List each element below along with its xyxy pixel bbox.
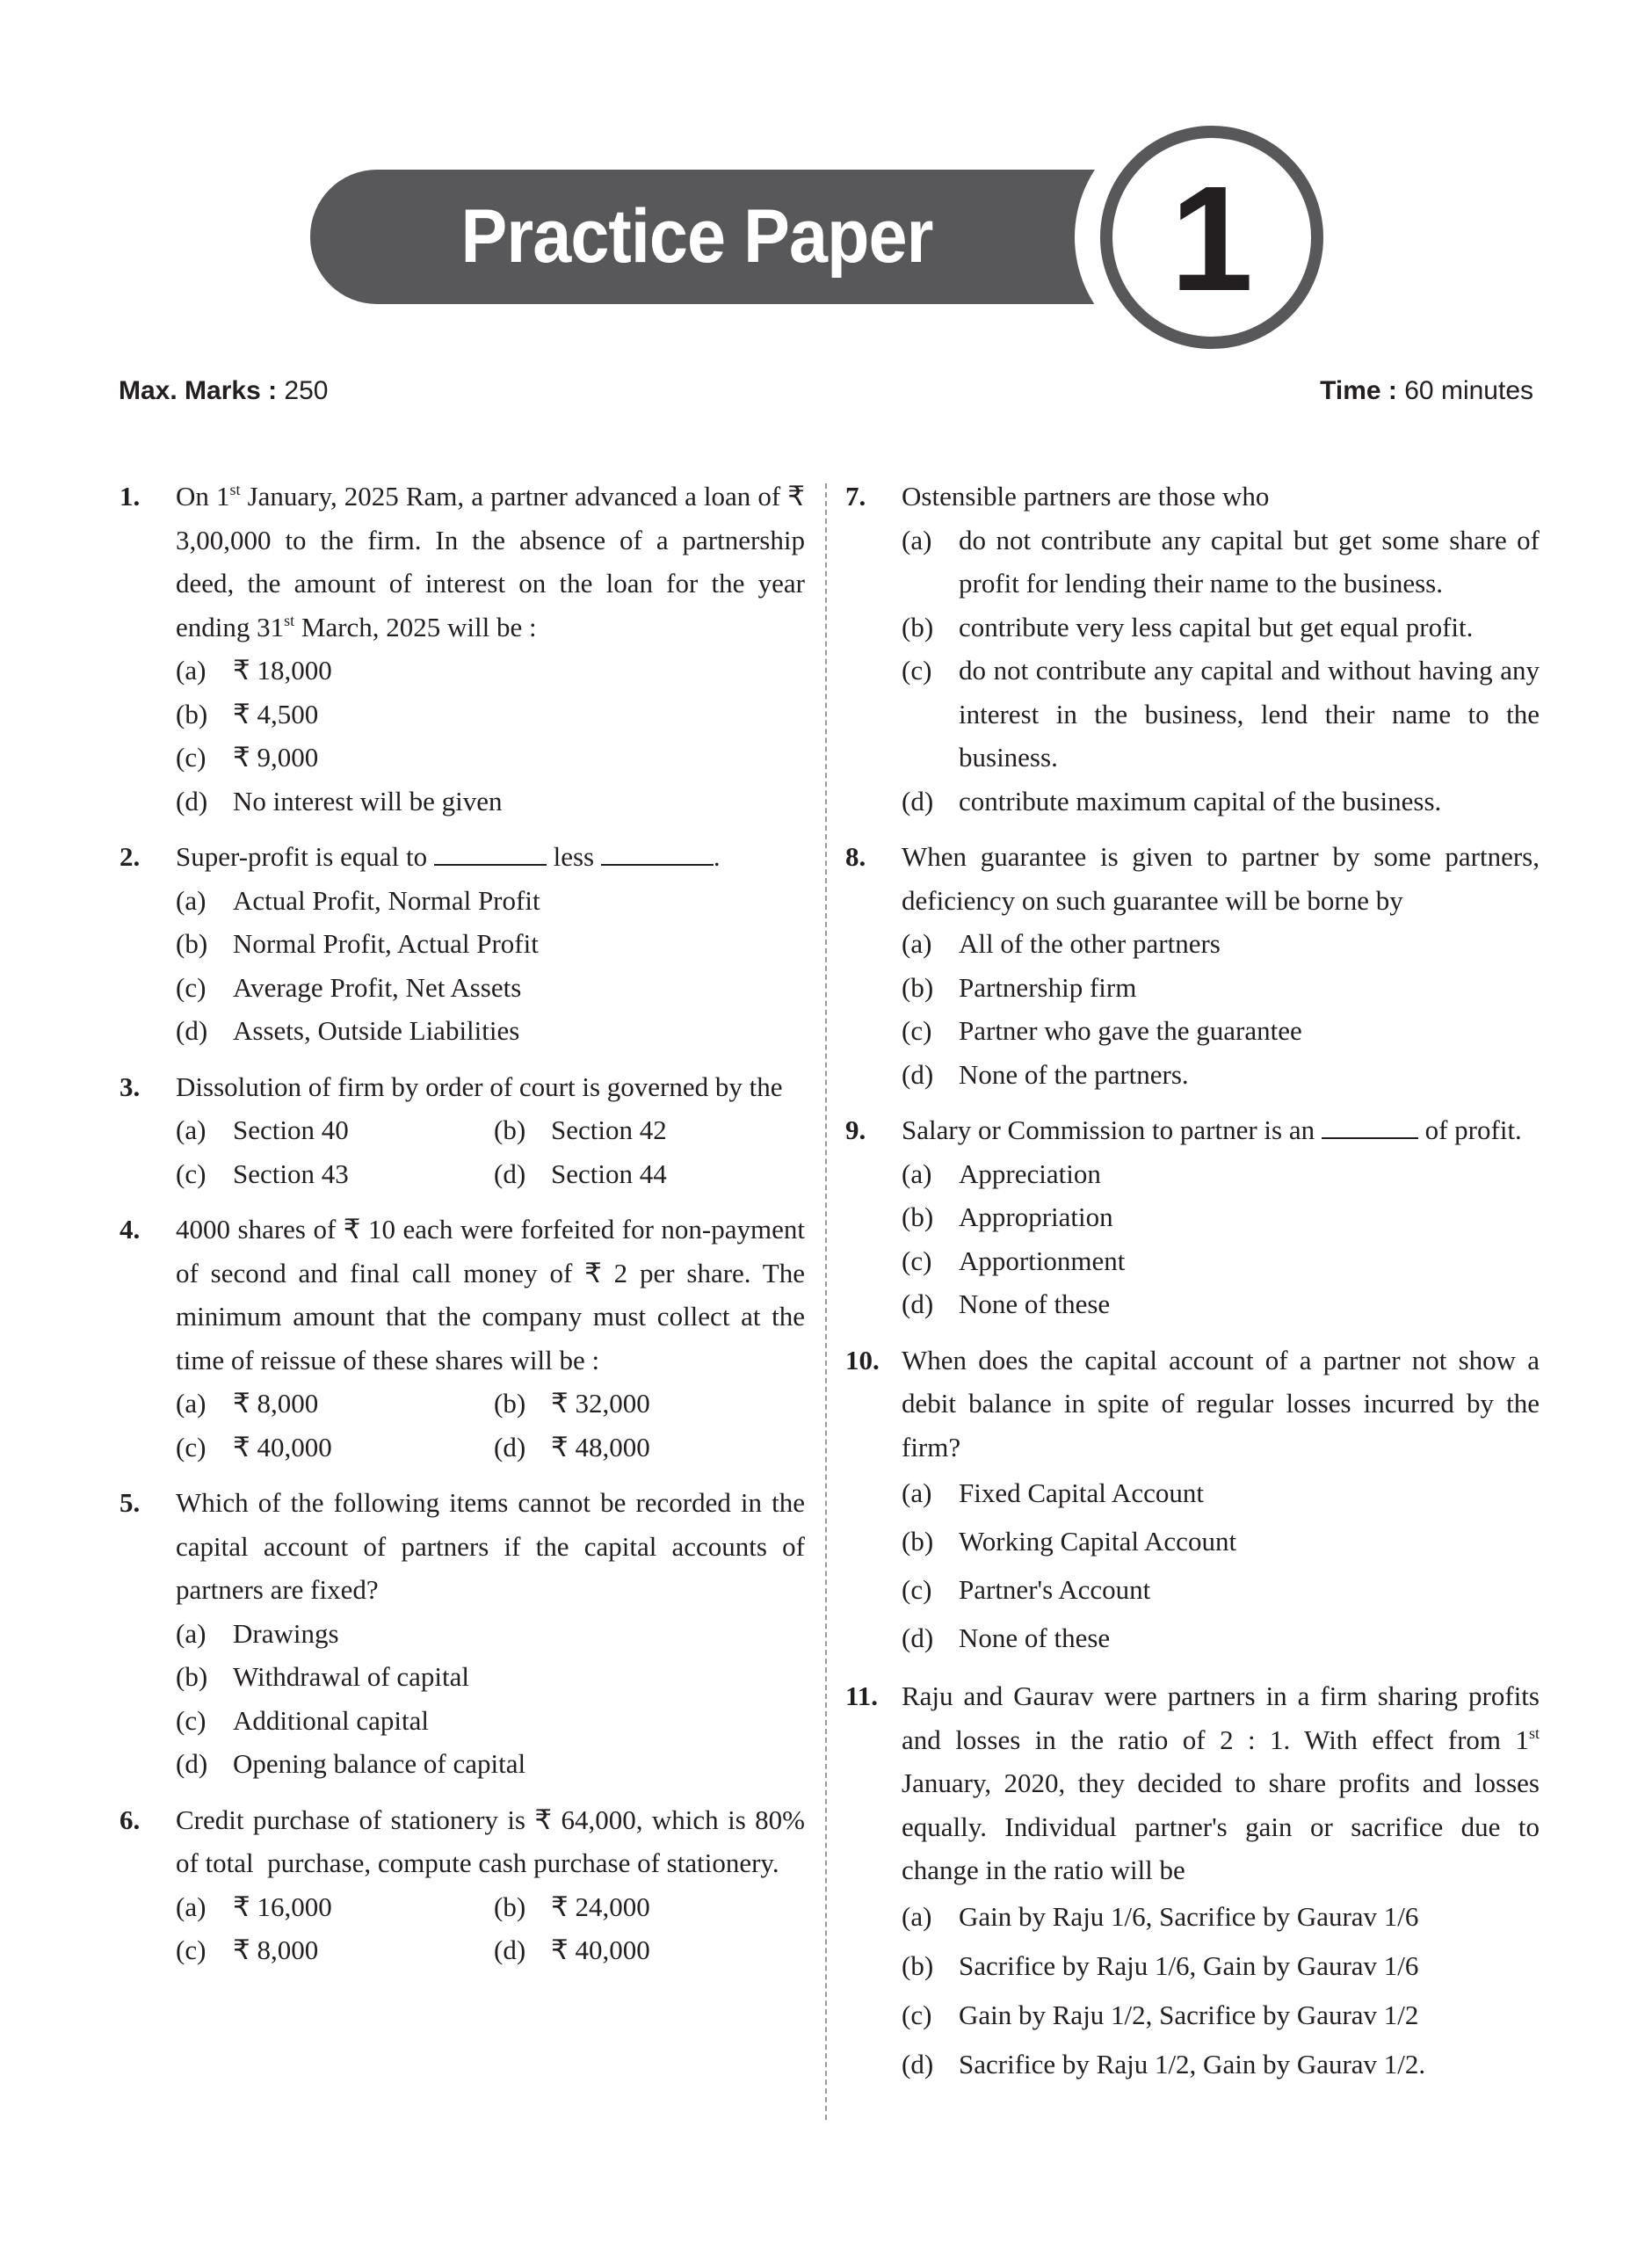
option-d[interactable] xyxy=(902,780,1540,824)
question-9 xyxy=(845,1108,1540,1326)
time-label: Time : xyxy=(1320,376,1397,405)
option-text: ₹ 48,000 xyxy=(551,1431,650,1462)
question-text: When guarantee is given to partner by some partners, deficiency on such guarantee will be borne by xyxy=(902,841,1540,916)
option-text: All of the other partners xyxy=(959,928,1221,959)
question-number: 8. xyxy=(845,841,866,872)
option-text: Withdrawal of capital xyxy=(233,1661,470,1692)
text-part: of profit. xyxy=(1417,1114,1522,1145)
question-number: 7. xyxy=(845,481,866,512)
option-c[interactable] xyxy=(902,1239,1540,1283)
option-a[interactable] xyxy=(176,1612,805,1656)
superscript: st xyxy=(1528,1724,1540,1742)
option-a[interactable] xyxy=(176,1885,494,1929)
options-list xyxy=(176,649,805,823)
option-label: (c) xyxy=(176,1431,206,1462)
question-3 xyxy=(120,1065,805,1196)
option-label: (b) xyxy=(176,1661,208,1692)
option-label: (b) xyxy=(902,1526,934,1557)
option-text: None of these xyxy=(959,1622,1111,1653)
option-b[interactable] xyxy=(902,1195,1540,1239)
option-label: (a) xyxy=(902,1158,932,1189)
option-text: No interest will be given xyxy=(233,785,503,817)
option-b[interactable] xyxy=(902,1517,1540,1565)
option-label: (c) xyxy=(902,1015,932,1046)
paper-number-badge xyxy=(1100,126,1323,349)
options-grid xyxy=(176,1108,805,1195)
option-b[interactable] xyxy=(902,606,1540,650)
option-text: do not contribute any capital and without having any interest in the business, lend their name to the business. xyxy=(959,655,1540,773)
option-label: (b) xyxy=(902,611,934,642)
option-a[interactable] xyxy=(176,649,805,693)
option-label: (c) xyxy=(176,1158,206,1189)
option-label: (d) xyxy=(902,2048,934,2079)
option-text: Section 43 xyxy=(233,1158,349,1189)
question-text: Which of the following items cannot be recorded in the capital account of partners if the capital accounts of partners are fixed? xyxy=(176,1487,805,1605)
fill-blank xyxy=(434,841,547,866)
option-text: Section 44 xyxy=(551,1158,667,1189)
option-text: ₹ 16,000 xyxy=(233,1891,332,1922)
question-text: Dissolution of firm by order of court is governed by the xyxy=(176,1071,783,1102)
option-label: (a) xyxy=(176,655,206,686)
option-label: (a) xyxy=(176,1388,206,1419)
option-text: None of the partners. xyxy=(959,1058,1189,1090)
option-text: Actual Profit, Normal Profit xyxy=(233,884,540,916)
max-marks-value: 250 xyxy=(284,376,329,405)
question-number: 1. xyxy=(120,481,141,512)
options-grid xyxy=(176,1382,805,1469)
question-text xyxy=(176,475,805,649)
option-label: (c) xyxy=(176,1934,206,1965)
option-text: contribute maximum capital of the business. xyxy=(959,785,1442,817)
option-label: (b) xyxy=(902,971,934,1003)
option-d[interactable] xyxy=(902,1282,1540,1326)
options-list xyxy=(176,879,805,1053)
option-b[interactable] xyxy=(902,1942,1540,1991)
option-label: (a) xyxy=(902,524,932,555)
option-label: (d) xyxy=(494,1934,526,1965)
option-text: Gain by Raju 1/6, Sacrifice by Gaurav 1/6 xyxy=(959,1900,1419,1932)
option-text: contribute very less capital but get equal profit. xyxy=(959,611,1474,642)
option-label: (b) xyxy=(902,1949,934,1981)
max-marks-label: Max. Marks : xyxy=(119,376,278,405)
option-text: Appropriation xyxy=(959,1201,1113,1232)
option-a[interactable] xyxy=(902,1892,1540,1942)
option-b[interactable] xyxy=(494,1108,805,1152)
option-label: (d) xyxy=(902,1058,934,1090)
option-text: ₹ 40,000 xyxy=(233,1431,332,1462)
option-text: Appreciation xyxy=(959,1158,1101,1189)
option-label: (b) xyxy=(176,928,208,959)
option-a[interactable] xyxy=(176,1108,494,1152)
option-c[interactable] xyxy=(902,649,1540,780)
option-label: (b) xyxy=(494,1891,526,1922)
option-d[interactable] xyxy=(902,2040,1540,2089)
question-number: 11. xyxy=(845,1680,879,1711)
option-d[interactable] xyxy=(902,1614,1540,1662)
option-label: (d) xyxy=(494,1431,526,1462)
question-10 xyxy=(845,1339,1540,1663)
question-number: 2. xyxy=(120,841,141,872)
option-label: (c) xyxy=(176,742,206,773)
option-label: (c) xyxy=(902,1574,932,1605)
option-a[interactable] xyxy=(176,1382,494,1426)
question-number: 9. xyxy=(845,1114,866,1145)
paper-number: 1 xyxy=(1170,156,1254,323)
option-text: Sacrifice by Raju 1/2, Gain by Gaurav 1/2. xyxy=(959,2048,1426,2079)
option-label: (a) xyxy=(176,1891,206,1922)
option-d[interactable] xyxy=(176,1742,805,1786)
question-number: 4. xyxy=(120,1214,141,1245)
question-5 xyxy=(120,1481,805,1786)
option-label: (d) xyxy=(176,1015,208,1046)
text-part: less xyxy=(553,841,601,872)
option-label: (b) xyxy=(494,1114,526,1145)
option-text: ₹ 8,000 xyxy=(233,1388,319,1419)
text-part: Super-profit is equal to xyxy=(176,841,434,872)
page-title: Practice Paper xyxy=(460,194,933,279)
text-part: January, 2020, they decided to share profits and losses equally. Individual partner's gain or sacrifice due to change in the ratio will be xyxy=(902,1767,1540,1885)
options-list xyxy=(902,1152,1540,1326)
option-text: Partnership firm xyxy=(959,971,1137,1003)
fill-blank xyxy=(601,841,714,866)
option-text: None of these xyxy=(959,1288,1111,1319)
options-list xyxy=(902,519,1540,824)
options-list xyxy=(902,1892,1540,2089)
question-7 xyxy=(845,475,1540,823)
fill-blank xyxy=(1322,1114,1418,1139)
option-label: (c) xyxy=(902,1999,932,2030)
option-label: (b) xyxy=(494,1388,526,1419)
text-part: Salary or Commission to partner is an xyxy=(902,1114,1322,1145)
superscript: st xyxy=(284,611,295,629)
text-part: On 1 xyxy=(176,481,230,512)
option-label: (b) xyxy=(176,698,208,729)
option-a[interactable] xyxy=(902,1152,1540,1196)
option-text: Partner's Account xyxy=(959,1574,1151,1605)
option-label: (c) xyxy=(176,971,206,1003)
option-text: Assets, Outside Liabilities xyxy=(233,1015,520,1046)
option-b[interactable] xyxy=(176,693,805,737)
option-label: (d) xyxy=(902,1288,934,1319)
option-text: ₹ 24,000 xyxy=(551,1891,650,1922)
max-marks xyxy=(119,374,328,409)
option-b[interactable] xyxy=(902,966,1540,1010)
options-list xyxy=(176,1612,805,1786)
option-label: (c) xyxy=(902,1245,932,1276)
option-label: (a) xyxy=(176,1617,206,1649)
option-c[interactable] xyxy=(902,1565,1540,1614)
question-text: Ostensible partners are those who xyxy=(902,481,1270,512)
option-label: (a) xyxy=(902,1900,932,1932)
option-a[interactable] xyxy=(902,1469,1540,1517)
option-c[interactable] xyxy=(902,1009,1540,1053)
option-a[interactable] xyxy=(902,519,1540,606)
option-c[interactable] xyxy=(176,1152,494,1196)
option-text: Working Capital Account xyxy=(959,1526,1237,1557)
option-text: ₹ 4,500 xyxy=(233,698,319,729)
option-text: do not contribute any capital but get some share of profit for lending their name to the business. xyxy=(959,524,1540,599)
option-label: (d) xyxy=(902,785,934,817)
option-d[interactable] xyxy=(494,1426,805,1470)
option-text: ₹ 9,000 xyxy=(233,742,319,773)
question-4 xyxy=(120,1208,805,1469)
option-label: (a) xyxy=(176,884,206,916)
question-text xyxy=(902,1108,1540,1152)
option-b[interactable] xyxy=(494,1885,805,1929)
question-number: 3. xyxy=(120,1071,141,1102)
option-text: Sacrifice by Raju 1/6, Gain by Gaurav 1/6 xyxy=(959,1949,1419,1981)
question-6 xyxy=(120,1798,812,1972)
option-text: Gain by Raju 1/2, Sacrifice by Gaurav 1/2 xyxy=(959,1999,1419,2030)
option-text: Average Profit, Net Assets xyxy=(233,971,522,1003)
option-a[interactable] xyxy=(902,922,1540,966)
question-text xyxy=(902,1674,1540,1892)
option-text: Apportionment xyxy=(959,1245,1126,1276)
question-text: Credit purchase of stationery is ₹ 64,000, which is 80% of total purchase, compute cash purchase of stationery. xyxy=(176,1804,812,1878)
option-c[interactable] xyxy=(176,1928,494,1972)
option-text: ₹ 40,000 xyxy=(551,1934,650,1965)
question-11 xyxy=(845,1674,1540,2089)
option-label: (b) xyxy=(902,1201,934,1232)
option-a[interactable] xyxy=(176,879,805,923)
option-label: (d) xyxy=(902,1622,934,1653)
option-text: Section 42 xyxy=(551,1114,667,1145)
option-c[interactable] xyxy=(176,1426,494,1470)
text-part: . xyxy=(713,841,721,872)
option-text: ₹ 32,000 xyxy=(551,1388,650,1419)
option-text: ₹ 18,000 xyxy=(233,655,332,686)
option-b[interactable] xyxy=(176,922,805,966)
right-column xyxy=(845,475,1540,2101)
question-8 xyxy=(845,835,1540,1096)
option-label: (c) xyxy=(902,655,932,686)
options-list xyxy=(902,922,1540,1096)
option-label: (a) xyxy=(902,928,932,959)
column-divider xyxy=(825,483,827,2120)
question-text: When does the capital account of a partner not show a debit balance in spite of regular losses incurred by the firm? xyxy=(902,1344,1540,1462)
option-text: Normal Profit, Actual Profit xyxy=(233,928,539,959)
option-text: Section 40 xyxy=(233,1114,349,1145)
question-2 xyxy=(120,835,805,1053)
option-text: Opening balance of capital xyxy=(233,1748,526,1779)
option-label: (d) xyxy=(176,1748,208,1779)
question-1 xyxy=(120,475,805,823)
question-number: 6. xyxy=(120,1804,141,1835)
options-list xyxy=(902,1469,1540,1662)
option-label: (a) xyxy=(176,1114,206,1145)
option-d[interactable] xyxy=(494,1152,805,1196)
option-c[interactable] xyxy=(176,736,805,780)
option-text: ₹ 8,000 xyxy=(233,1934,319,1965)
option-text: Additional capital xyxy=(233,1704,429,1736)
option-text: Drawings xyxy=(233,1617,339,1649)
option-d[interactable] xyxy=(176,780,805,824)
option-c[interactable] xyxy=(176,1699,805,1743)
time-value: 60 minutes xyxy=(1404,376,1533,405)
superscript: st xyxy=(229,481,241,498)
option-c[interactable] xyxy=(176,966,805,1010)
question-text: 4000 shares of ₹ 10 each were forfeited for non-payment of second and final call money of ₹ 2 per share. The minimum amount that the company must collect at the time of reissue of these shares will be : xyxy=(176,1214,805,1375)
option-d[interactable] xyxy=(176,1009,805,1053)
option-b[interactable] xyxy=(494,1382,805,1426)
options-grid xyxy=(176,1885,805,1972)
option-label: (a) xyxy=(902,1477,932,1508)
time-allowed xyxy=(1320,374,1533,409)
text-part: January, 2025 Ram, a partner advanced a loan of ₹ 3,00,000 to the firm. In the absence of a partnership deed, the amount of interest on the loan for the year ending 31 xyxy=(176,481,805,642)
option-text: Partner who gave the guarantee xyxy=(959,1015,1302,1046)
option-label: (d) xyxy=(176,785,208,817)
option-label: (c) xyxy=(176,1704,206,1736)
option-d[interactable] xyxy=(494,1928,805,1972)
option-d[interactable] xyxy=(902,1053,1540,1097)
option-c[interactable] xyxy=(902,1991,1540,2040)
text-part: Raju and Gaurav were partners in a firm sharing profits and losses in the ratio of 2 : 1. With effect from 1 xyxy=(902,1680,1540,1755)
option-label: (d) xyxy=(494,1158,526,1189)
question-number: 10. xyxy=(845,1344,880,1375)
text-part: March, 2025 will be : xyxy=(294,611,537,642)
question-number: 5. xyxy=(120,1487,141,1518)
option-text: Fixed Capital Account xyxy=(959,1477,1204,1508)
left-column xyxy=(120,475,812,1985)
question-text xyxy=(176,835,805,879)
option-b[interactable] xyxy=(176,1655,805,1699)
